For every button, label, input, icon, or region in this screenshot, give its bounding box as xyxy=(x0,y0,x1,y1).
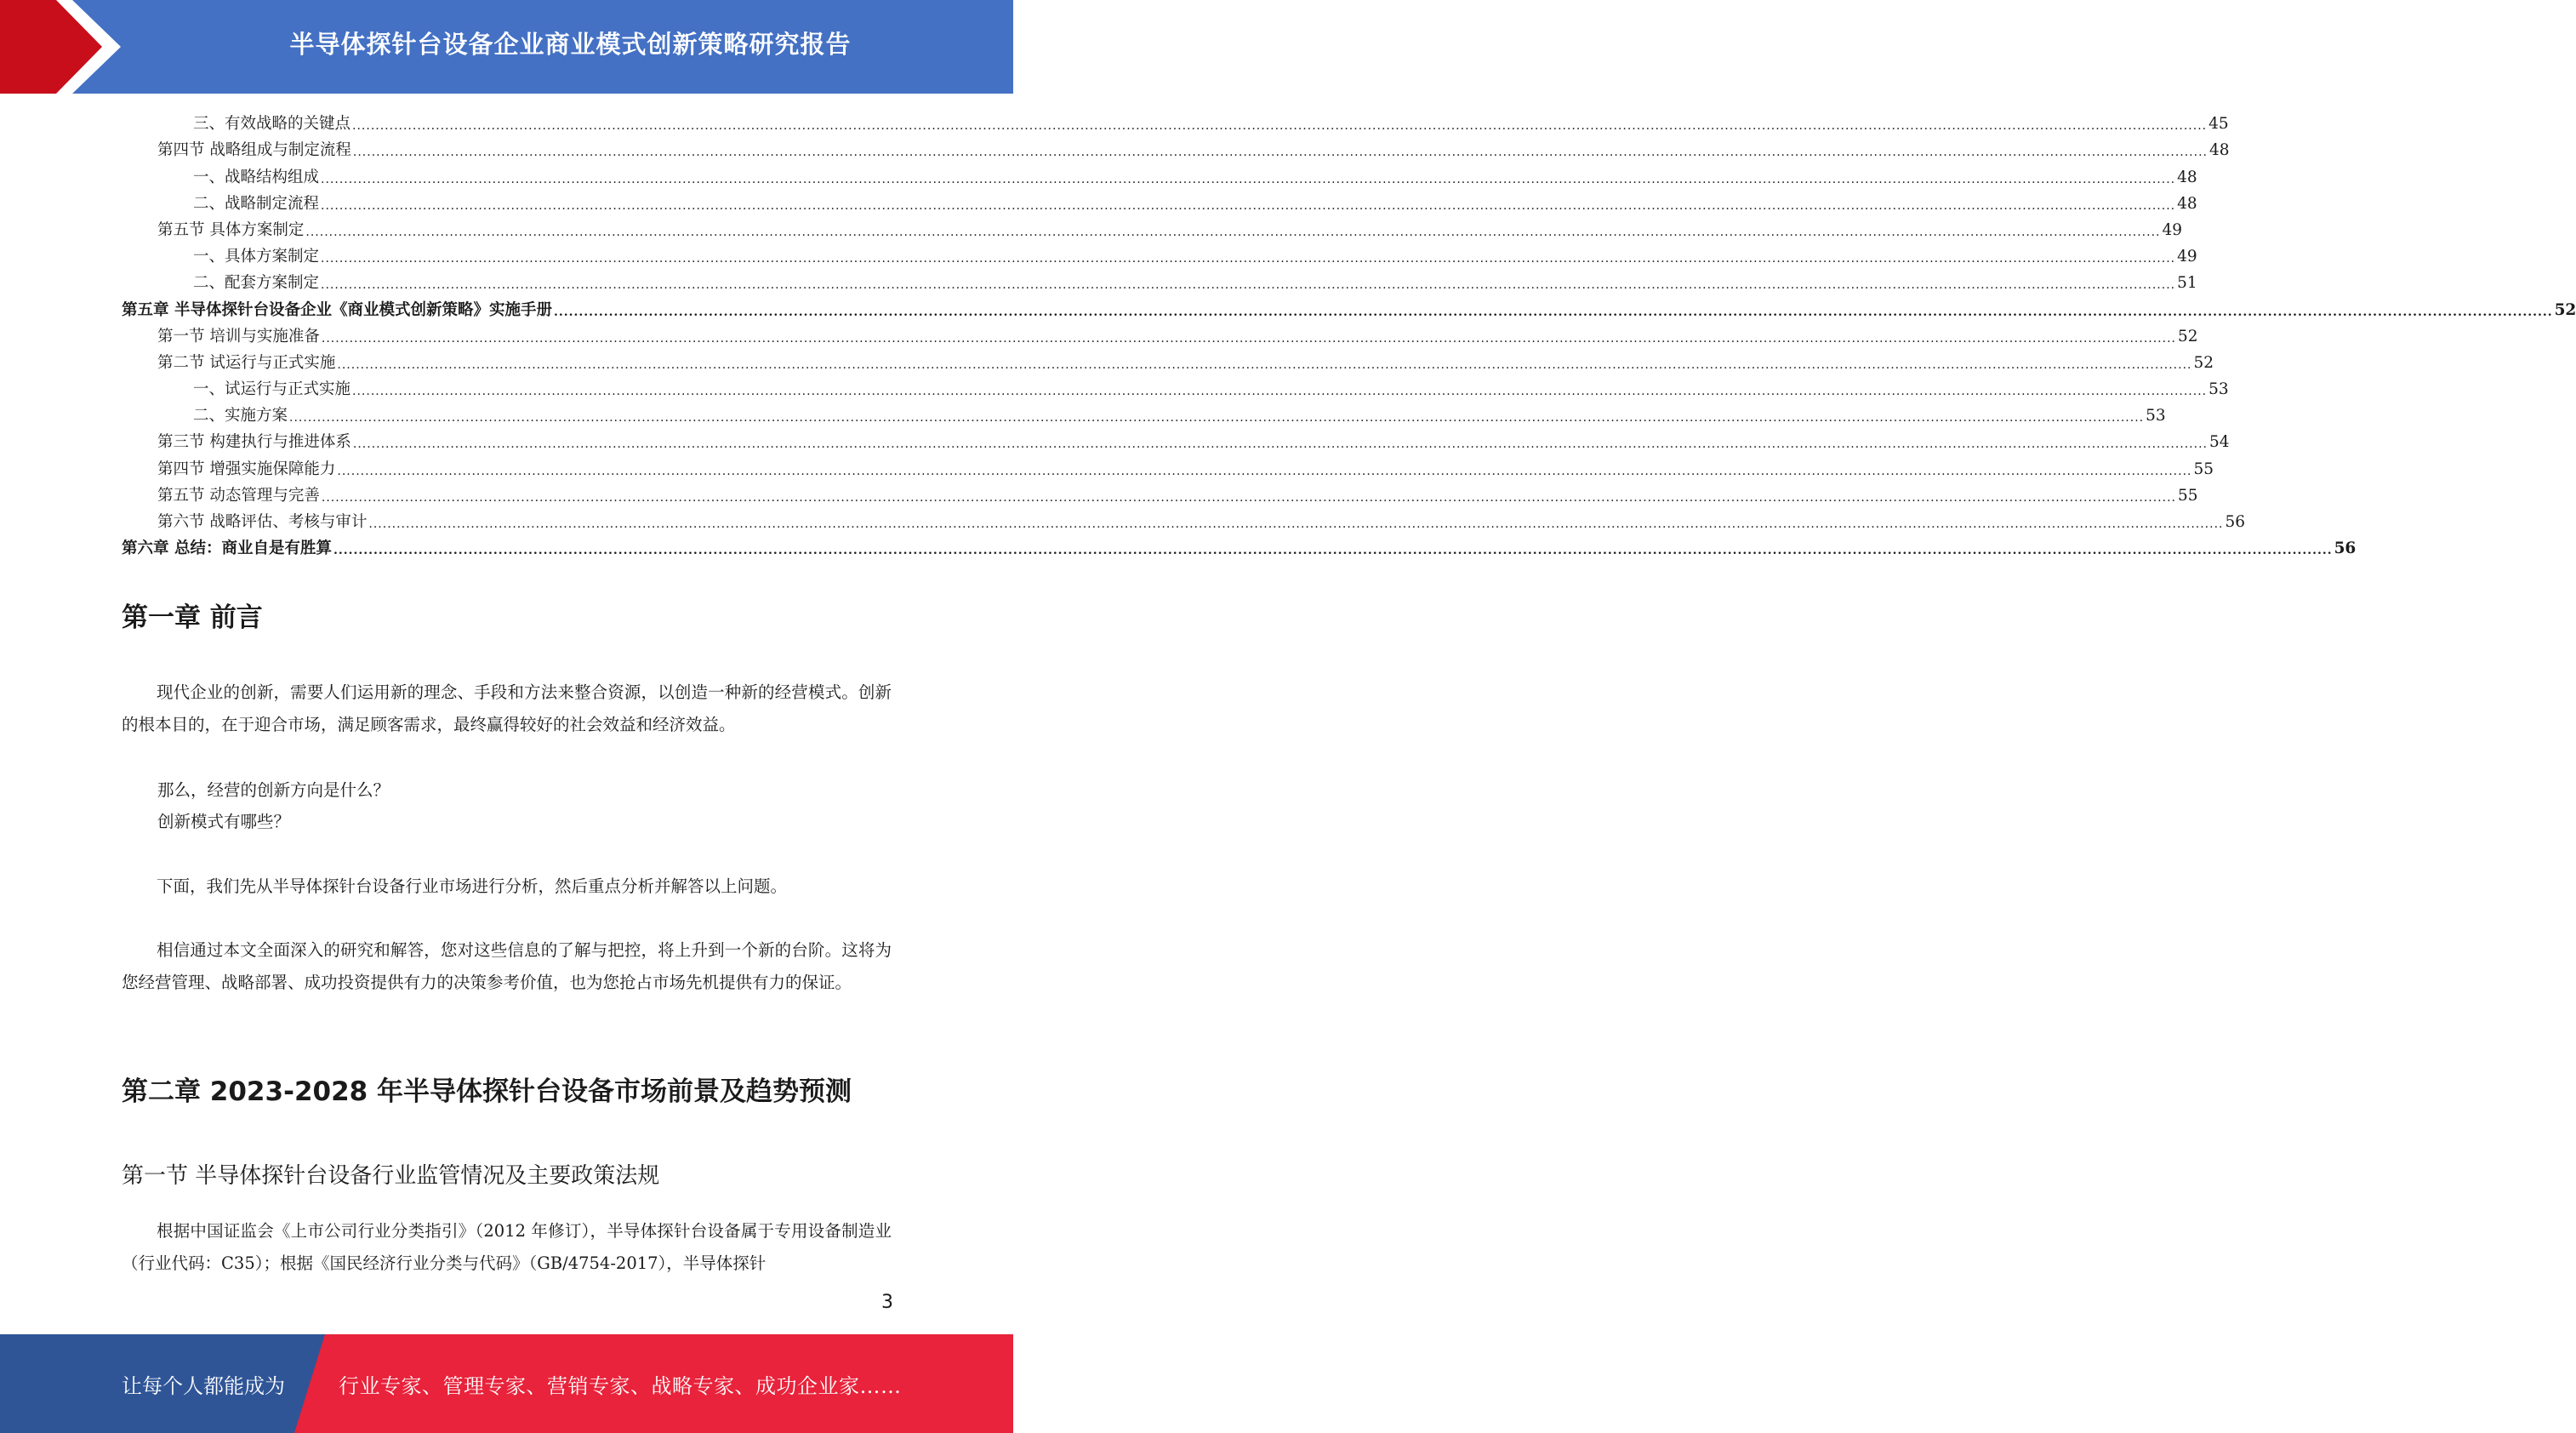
header-title: 半导体探针台设备企业商业模式创新策略研究报告 xyxy=(289,29,852,59)
toc-entry-label: 第五节 具体方案制定 xyxy=(157,220,305,239)
toc-entry-label: 二、战略制定流程 xyxy=(193,194,320,213)
chapter-1-paragraph-1: 现代企业的创新，需要人们运用新的理念、手段和方法来整合资源，以创造一种新的经营模式。创新的根本目的，在于迎合市场，满足顾客需求，最终赢得较好的社会效益和经济效益。 xyxy=(122,682,892,734)
toc-entry[interactable] xyxy=(122,454,2214,480)
toc-entry[interactable] xyxy=(122,109,2229,135)
toc-dot-leader: ................................................................................................................................................................................................................................................................................................................................................................................................................ xyxy=(368,517,2224,531)
toc-entry-label: 二、实施方案 xyxy=(193,407,288,425)
toc-entry[interactable] xyxy=(122,322,2198,348)
toc-entry-page: 45 xyxy=(2208,115,2229,134)
toc-entry[interactable] xyxy=(122,268,2197,294)
toc-dot-leader: ................................................................................................................................................................................................................................................................................................................................................................................................................ xyxy=(289,411,2145,425)
toc-dot-leader: ................................................................................................................................................................................................................................................................................................................................................................................................................ xyxy=(333,544,2333,558)
page-number: 3 xyxy=(881,1292,893,1313)
toc-entry-page: 56 xyxy=(2334,540,2357,558)
toc-entry-page: 55 xyxy=(2193,460,2214,478)
chapter-1-question-2: 创新模式有哪些？ xyxy=(157,812,291,831)
chapter-1-paragraph-2: 下面，我们先从半导体探针台设备行业市场进行分析，然后重点分析并解答以上问题。 xyxy=(157,876,788,896)
header-arrow-decoration xyxy=(0,0,136,94)
toc-entry-page: 51 xyxy=(2177,274,2197,293)
toc-entry[interactable] xyxy=(122,507,2246,534)
toc-dot-leader: ................................................................................................................................................................................................................................................................................................................................................................................................................ xyxy=(321,198,2176,213)
toc-entry-label: 二、配套方案制定 xyxy=(193,274,320,293)
toc-entry-page: 52 xyxy=(2554,300,2576,319)
toc-dot-leader: ................................................................................................................................................................................................................................................................................................................................................................................................................ xyxy=(352,437,2208,452)
toc-entry-label: 第四节 增强实施保障能力 xyxy=(157,460,336,478)
toc-dot-leader: ................................................................................................................................................................................................................................................................................................................................................................................................................ xyxy=(352,385,2208,399)
chapter-1-heading: 第一章 前言 xyxy=(122,602,263,633)
toc-entry-label: 第五节 动态管理与完善 xyxy=(157,486,320,505)
table-of-contents xyxy=(122,109,2576,560)
toc-entry[interactable] xyxy=(122,294,2576,321)
chapter-2-heading: 第二章 2023-2028 年半导体探针台设备市场前景及趋势预测 xyxy=(122,1076,852,1107)
toc-entry-page: 48 xyxy=(2208,141,2230,160)
toc-entry-label: 第二节 试运行与正式实施 xyxy=(157,353,336,372)
toc-dot-leader: ................................................................................................................................................................................................................................................................................................................................................................................................................ xyxy=(337,464,2192,478)
section-1-paragraph-1: 根据中国证监会《上市公司行业分类指引》（2012 年修订），半导体探针台设备属于专用设备制造业（行业代码：C35）；根据《国民经济行业分类与代码》（GB/4754-2017），半导体探针 xyxy=(122,1221,892,1273)
toc-entry-label: 一、战略结构组成 xyxy=(193,168,320,186)
toc-entry-page: 53 xyxy=(2146,407,2166,425)
toc-entry[interactable] xyxy=(122,534,2357,560)
toc-entry[interactable] xyxy=(122,427,2230,454)
toc-entry-label: 第四节 战略组成与制定流程 xyxy=(157,141,351,160)
toc-entry-label: 第六章 总结：商业自是有胜算 xyxy=(122,540,332,558)
toc-entry-page: 48 xyxy=(2177,168,2197,186)
page-header xyxy=(0,0,1013,94)
toc-entry[interactable] xyxy=(122,215,2183,242)
toc-entry-label: 第三节 构建执行与推进体系 xyxy=(157,433,351,452)
toc-dot-leader: ................................................................................................................................................................................................................................................................................................................................................................................................................ xyxy=(553,305,2553,319)
toc-entry-page: 55 xyxy=(2177,486,2198,505)
toc-entry-label: 一、具体方案制定 xyxy=(193,248,320,266)
footer-slogan-left: 让每个人都能成为 xyxy=(122,1373,285,1398)
toc-dot-leader: ................................................................................................................................................................................................................................................................................................................................................................................................................ xyxy=(352,119,2208,134)
toc-entry-label: 第五章 半导体探针台设备企业《商业模式创新策略》实施手册 xyxy=(122,300,552,319)
toc-entry[interactable] xyxy=(122,374,2229,401)
toc-dot-leader: ................................................................................................................................................................................................................................................................................................................................................................................................................ xyxy=(321,278,2176,293)
toc-dot-leader: ................................................................................................................................................................................................................................................................................................................................................................................................................ xyxy=(321,252,2176,266)
toc-entry-label: 第六节 战略评估、考核与审计 xyxy=(157,513,368,531)
toc-dot-leader: ................................................................................................................................................................................................................................................................................................................................................................................................................ xyxy=(352,146,2208,160)
chapter-1-question-1: 那么，经营的创新方向是什么？ xyxy=(157,780,390,800)
toc-dot-leader: ................................................................................................................................................................................................................................................................................................................................................................................................................ xyxy=(321,172,2176,186)
toc-entry-page: 49 xyxy=(2162,220,2183,239)
section-1-heading: 第一节 半导体探针台设备行业监管情况及主要政策法规 xyxy=(122,1163,660,1189)
toc-entry-page: 53 xyxy=(2208,380,2229,399)
toc-entry-page: 54 xyxy=(2208,433,2230,452)
toc-entry[interactable] xyxy=(122,242,2197,268)
toc-entry-label: 第一节 培训与实施准备 xyxy=(157,327,320,345)
toc-entry[interactable] xyxy=(122,162,2197,188)
toc-entry-page: 56 xyxy=(2225,513,2246,531)
page-footer xyxy=(0,1334,1013,1433)
toc-entry[interactable] xyxy=(122,348,2214,374)
toc-entry[interactable] xyxy=(122,189,2197,215)
toc-entry-label: 三、有效战略的关键点 xyxy=(193,115,351,134)
toc-entry-page: 48 xyxy=(2177,194,2197,213)
toc-dot-leader: ................................................................................................................................................................................................................................................................................................................................................................................................................ xyxy=(321,331,2176,345)
toc-dot-leader: ................................................................................................................................................................................................................................................................................................................................................................................................................ xyxy=(321,490,2176,505)
toc-entry-label: 一、试运行与正式实施 xyxy=(193,380,351,399)
toc-dot-leader: ................................................................................................................................................................................................................................................................................................................................................................................................................ xyxy=(305,225,2161,239)
toc-entry-page: 52 xyxy=(2177,327,2198,345)
toc-entry[interactable] xyxy=(122,135,2230,162)
toc-entry[interactable] xyxy=(122,401,2166,427)
footer-slogan-right: 行业专家、管理专家、营销专家、战略专家、成功企业家…… xyxy=(339,1373,902,1398)
toc-entry-page: 52 xyxy=(2193,353,2214,372)
chapter-1-paragraph-3: 相信通过本文全面深入的研究和解答，您对这些信息的了解与把控，将上升到一个新的台阶。这将为您经营管理、战略部署、成功投资提供有力的决策参考价值，也为您抢占市场先机提供有力的保证。 xyxy=(122,940,892,992)
toc-entry[interactable] xyxy=(122,481,2198,507)
toc-entry-page: 49 xyxy=(2177,248,2197,266)
toc-dot-leader: ................................................................................................................................................................................................................................................................................................................................................................................................................ xyxy=(337,357,2192,372)
